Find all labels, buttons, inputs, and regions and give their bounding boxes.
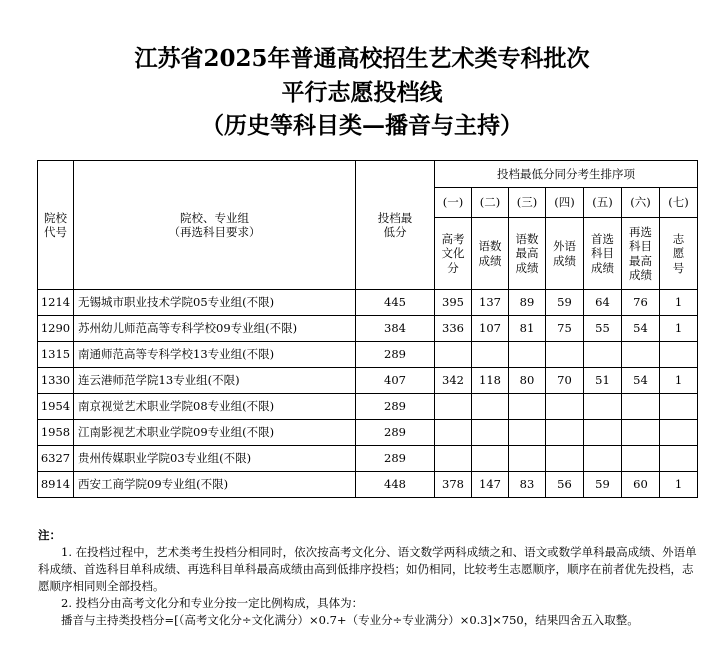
cell-name: 无锡城市职业技术学院05专业组(不限)	[74, 290, 356, 316]
cell-c6: 54	[622, 316, 660, 342]
cell-code: 6327	[38, 446, 74, 472]
cell-c6: 54	[622, 368, 660, 394]
cell-c7	[660, 394, 698, 420]
cell-c6: 60	[622, 472, 660, 498]
header-school: 院校、专业组 （再选科目要求）	[74, 161, 356, 290]
cell-c5: 51	[584, 368, 622, 394]
cell-c4: 70	[546, 368, 584, 394]
cell-c1: 342	[435, 368, 472, 394]
cell-c7	[660, 342, 698, 368]
table-row	[38, 368, 698, 394]
header-order-7: (七)	[660, 188, 698, 218]
cell-c7: 1	[660, 472, 698, 498]
cell-name: 连云港师范学院13专业组(不限)	[74, 368, 356, 394]
cell-c7: 1	[660, 368, 698, 394]
cell-code: 1330	[38, 368, 74, 394]
cell-c7	[660, 446, 698, 472]
cell-score: 289	[356, 342, 435, 368]
cell-c1	[435, 446, 472, 472]
cell-c5	[584, 446, 622, 472]
cell-c6	[622, 446, 660, 472]
cell-c1: 395	[435, 290, 472, 316]
cell-c2	[472, 420, 509, 446]
cell-c4: 59	[546, 290, 584, 316]
cell-code: 1214	[38, 290, 74, 316]
header-item-2: 语数成绩	[472, 218, 509, 290]
cell-c1	[435, 394, 472, 420]
header-order-4: (四)	[546, 188, 584, 218]
cell-code: 1290	[38, 316, 74, 342]
cell-c3	[509, 342, 546, 368]
table-row	[38, 290, 698, 316]
cell-c7: 1	[660, 290, 698, 316]
table-row	[38, 394, 698, 420]
cell-c4	[546, 342, 584, 368]
header-order-6: (六)	[622, 188, 660, 218]
cell-c2	[472, 394, 509, 420]
table-row	[38, 472, 698, 498]
header-tiebreak-group: 投档最低分同分考生排序项	[435, 161, 698, 188]
header-item-1: 高考文化分	[435, 218, 472, 290]
cell-c2: 107	[472, 316, 509, 342]
page-title: 江苏省2025年普通高校招生艺术类专科批次	[134, 45, 590, 72]
cell-c5	[584, 394, 622, 420]
header-item-7: 志愿号	[660, 218, 698, 290]
cell-c4	[546, 420, 584, 446]
note-1: 1. 在投档过程中，艺术类考生投档分相同时，依次按高考文化分、语文数学两科成绩之和、语文或数学单科最高成绩、外语单科成绩、首选科目单科成绩、再选科目单科最高成绩由高到低排序投档；如仍相同，比较考生志愿顺序，顺序在前者优先投档，志愿顺序相同则全部投档。	[38, 545, 697, 593]
cell-name: 贵州传媒职业学院03专业组(不限)	[74, 446, 356, 472]
cell-c4: 75	[546, 316, 584, 342]
cell-c3: 83	[509, 472, 546, 498]
cell-c2: 147	[472, 472, 509, 498]
cell-score: 384	[356, 316, 435, 342]
cell-c4: 56	[546, 472, 584, 498]
header-order-3: (三)	[509, 188, 546, 218]
cell-c6: 76	[622, 290, 660, 316]
cell-c5	[584, 420, 622, 446]
cell-c6	[622, 394, 660, 420]
note-3: 播音与主持类投档分=[（高考文化分÷文化满分）×0.7+（专业分÷专业满分）×0.3]×750，结果四舍五入取整。	[61, 613, 639, 627]
cell-name: 南通师范高等专科学校13专业组(不限)	[74, 342, 356, 368]
cell-c2: 118	[472, 368, 509, 394]
cell-code: 1954	[38, 394, 74, 420]
table-row	[38, 316, 698, 342]
cell-c3: 80	[509, 368, 546, 394]
cell-score: 445	[356, 290, 435, 316]
table-row	[38, 446, 698, 472]
cell-c3: 89	[509, 290, 546, 316]
cell-code: 1315	[38, 342, 74, 368]
header-item-4: 外语成绩	[546, 218, 584, 290]
header-order-1: (一)	[435, 188, 472, 218]
header-item-3: 语数最高成绩	[509, 218, 546, 290]
cell-c7	[660, 420, 698, 446]
table-row	[38, 342, 698, 368]
cell-c1: 336	[435, 316, 472, 342]
cell-code: 8914	[38, 472, 74, 498]
admission-table	[37, 160, 698, 498]
notes-section	[38, 527, 702, 629]
cell-c3	[509, 446, 546, 472]
page-subtitle: 平行志愿投档线	[281, 79, 443, 106]
cell-c5	[584, 342, 622, 368]
header-order-2: (二)	[472, 188, 509, 218]
note-2: 2. 投档分由高考文化分和专业分按一定比例构成，具体为：	[61, 596, 364, 610]
cell-score: 289	[356, 394, 435, 420]
cell-name: 南京视觉艺术职业学院08专业组(不限)	[74, 394, 356, 420]
cell-c3: 81	[509, 316, 546, 342]
cell-c6	[622, 342, 660, 368]
page-category: （历史等科目类—播音与主持）	[201, 112, 523, 139]
cell-name: 江南影视艺术职业学院09专业组(不限)	[74, 420, 356, 446]
cell-score: 289	[356, 420, 435, 446]
cell-c2: 137	[472, 290, 509, 316]
header-item-5: 首选科目成绩	[584, 218, 622, 290]
cell-c1	[435, 342, 472, 368]
cell-c1: 378	[435, 472, 472, 498]
header-min-score: 投档最低分	[356, 161, 435, 290]
cell-c5: 64	[584, 290, 622, 316]
cell-name: 西安工商学院09专业组(不限)	[74, 472, 356, 498]
cell-score: 448	[356, 472, 435, 498]
cell-score: 407	[356, 368, 435, 394]
header-code: 院校代号	[38, 161, 74, 290]
cell-c2	[472, 342, 509, 368]
cell-name: 苏州幼儿师范高等专科学校09专业组(不限)	[74, 316, 356, 342]
header-item-6: 再选科目最高成绩	[622, 218, 660, 290]
cell-c4	[546, 394, 584, 420]
cell-c3	[509, 394, 546, 420]
cell-code: 1958	[38, 420, 74, 446]
table-row	[38, 420, 698, 446]
cell-c4	[546, 446, 584, 472]
cell-c5: 55	[584, 316, 622, 342]
cell-c6	[622, 420, 660, 446]
cell-score: 289	[356, 446, 435, 472]
cell-c1	[435, 420, 472, 446]
header-order-5: (五)	[584, 188, 622, 218]
notes-label: 注：	[38, 528, 61, 542]
cell-c7: 1	[660, 316, 698, 342]
cell-c2	[472, 446, 509, 472]
cell-c5: 59	[584, 472, 622, 498]
cell-c3	[509, 420, 546, 446]
